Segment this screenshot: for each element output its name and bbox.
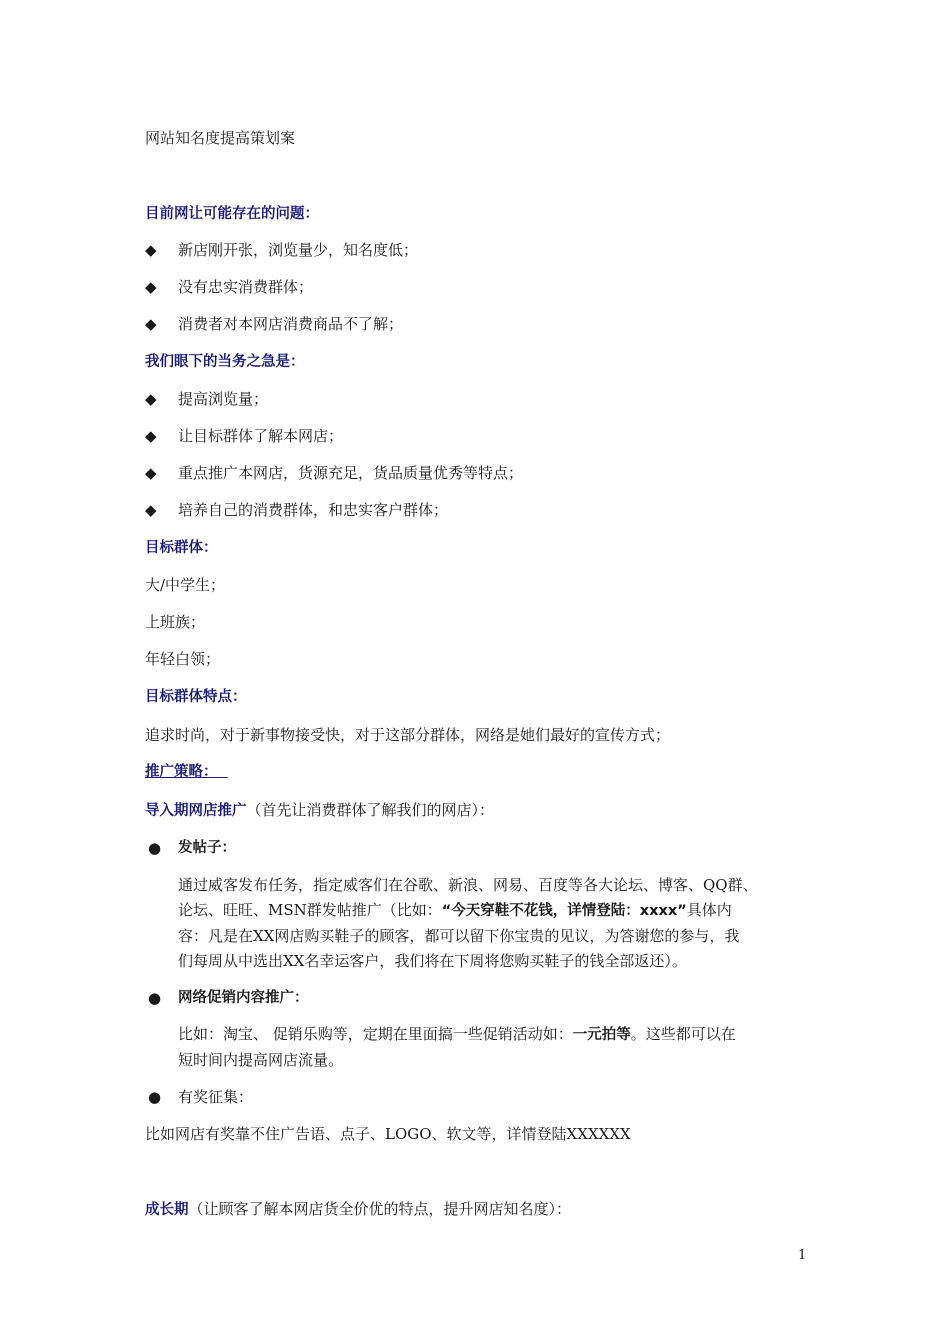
target-traits-heading: 目标群体特点： [145,689,247,705]
diamond-bullet-icon: ◆ [145,241,157,259]
diamond-bullet-icon: ◆ [145,278,157,296]
growth-phase-label: 成长期 [145,1202,189,1218]
strategy-heading: 推广策略： [145,764,218,780]
growth-phase-line [145,1199,571,1220]
posting-paragraph: 通过威客发布任务，指定威客们在谷歌、新浪、网易、百度等各大论坛、博客、QQ群、 论坛、旺旺、MSN群发帖推广（比如：“今天穿鞋不花钱，详情登陆：xxxx”具体内 容：凡是在XX网店购买鞋子的顾客，都可以留下你宝贵的见议，为答谢您的参与，我 们每周从中选出XX名幸运客户，我们将在下周将您购买鞋子的钱全部返还）。 [178,876,758,970]
document-title: 网站知名度提高策划案 [145,129,296,147]
intro-phase-label: 导入期网店推广 [145,803,247,819]
problems-heading: 目前网让可能存在的问题： [145,206,319,222]
growth-phase-note: （让顾客了解本网店货全价优的特点，提升网店知名度）： [188,1200,572,1218]
promo-paragraph: 比如：淘宝、 促销乐购等，定期在里面搞一些促销活动如：一元拍等。这些都可以在 短时间内提高网店流量。 [178,1025,736,1069]
diamond-bullet-icon: ◆ [145,427,157,445]
contest-text: 比如网店有奖靠不住广告语、点子、LOGO、软文等，详情登陆XXXXXX [145,1125,631,1143]
diamond-bullet-icon: ◆ [145,501,157,519]
dot-bullet-icon: ● [148,1088,162,1106]
target-group-heading: 目标群体： [145,540,218,556]
intro-phase-line [145,800,494,821]
diamond-bullet-icon: ◆ [145,390,157,408]
dot-bullet-icon: ● [148,839,162,857]
target-group-item: 年轻白领； [145,650,221,668]
target-group-item: 上班族； [145,613,206,631]
diamond-bullet-icon: ◆ [145,315,157,333]
intro-phase-note: （首先让消费群体了解我们的网店）： [246,801,495,819]
target-group-item: 大/中学生； [145,576,226,594]
target-traits-text: 追求时尚，对于新事物接受快，对于这部分群体，网络是她们最好的宣传方式； [145,726,671,744]
urgent-heading: 我们眼下的当务之急是： [145,354,305,370]
page-number: 1 [798,1248,807,1263]
dot-bullet-icon: ● [148,989,162,1007]
diamond-bullet-icon: ◆ [145,464,157,482]
